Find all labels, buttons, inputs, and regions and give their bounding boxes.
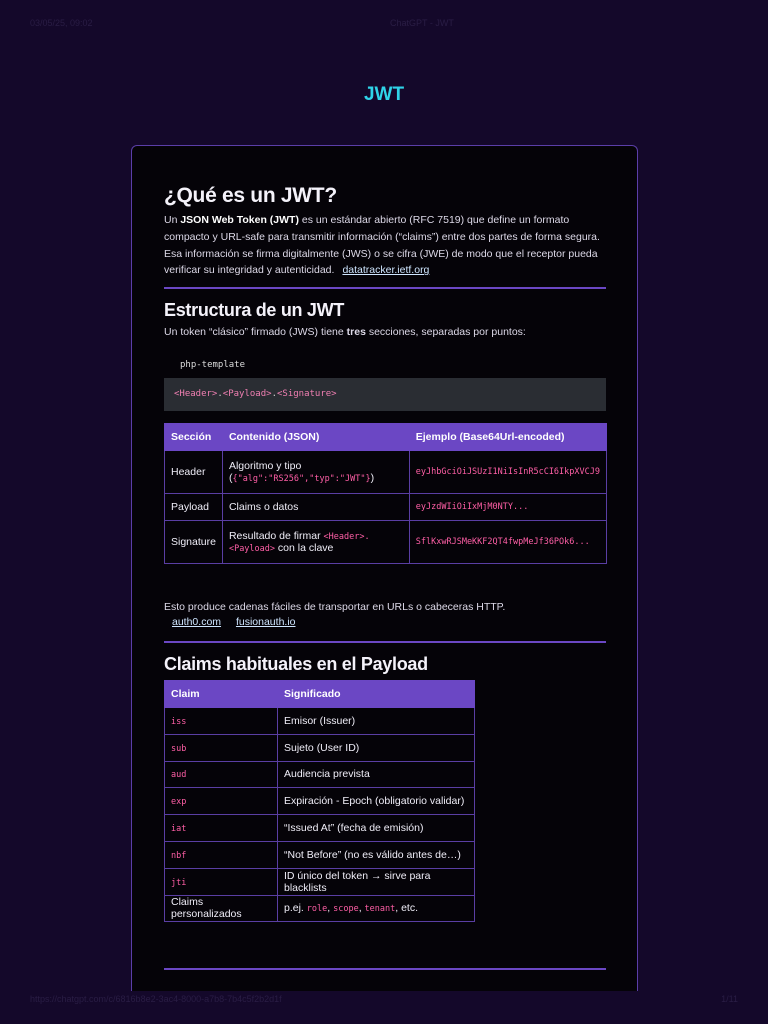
- divider: [164, 968, 606, 970]
- link-fusionauth[interactable]: fusionauth.io: [235, 616, 296, 628]
- cell-meaning: Audiencia prevista: [278, 761, 475, 788]
- inline-code: nbf: [171, 850, 187, 861]
- paragraph-structure: [164, 326, 606, 338]
- cell-meaning: p.ej. role, scope, tenant, etc.: [278, 895, 475, 922]
- table-row: [165, 494, 607, 521]
- inline-code: <Payload>: [228, 544, 276, 554]
- text: Algoritmo y tipo (: [228, 460, 302, 484]
- code-token: <Signature>: [276, 389, 337, 399]
- cell-content: [222, 451, 409, 494]
- cell-claim: [165, 841, 278, 868]
- page-number: 1/11: [721, 994, 738, 1004]
- text: secciones, separadas por puntos:: [365, 326, 526, 338]
- table-row: [165, 815, 475, 842]
- text: con la clave: [275, 542, 334, 554]
- cell-claim: [165, 815, 278, 842]
- cell-example: eyJzdWIiOiIxMjM0NTY...: [409, 494, 606, 521]
- table-row: [165, 708, 475, 735]
- table-row: [165, 895, 475, 922]
- cell-meaning: Emisor (Issuer): [278, 708, 475, 735]
- cell-meaning: ID único del token → sirve para blacklists: [278, 868, 475, 895]
- column-header: Contenido (JSON): [222, 424, 409, 451]
- print-url: https://chatgpt.com/c/6816b8e2-3ac4-8000-a7b8-7b4c5f2b2d1f: [30, 994, 282, 1004]
- cell-meaning: Sujeto (User ID): [278, 734, 475, 761]
- code-language-label: php-template: [180, 360, 246, 370]
- inline-code: tenant: [364, 904, 396, 915]
- inline-code: sub: [171, 743, 187, 754]
- inline-code: aud: [171, 770, 187, 781]
- text: p.ej.: [284, 902, 307, 915]
- content-card: [131, 145, 638, 991]
- cell-meaning: Expiración - Epoch (obligatorio validar): [278, 788, 475, 815]
- bold-term: JSON Web Token (JWT): [180, 214, 299, 226]
- inline-code: exp: [171, 797, 187, 808]
- link-auth0[interactable]: auth0.com: [172, 616, 222, 628]
- inline-code: role: [306, 904, 328, 915]
- inline-code: <Header>.: [323, 532, 370, 542]
- source-links: [172, 616, 308, 628]
- inline-code: {"alg":"RS256","typ":"JWT"}: [232, 474, 371, 484]
- structure-table: [164, 423, 607, 564]
- bold-term: tres: [346, 326, 366, 338]
- inline-code: jti: [171, 877, 187, 888]
- paragraph-after-table: Esto produce cadenas fáciles de transportar en URLs o cabeceras HTTP.: [164, 601, 506, 613]
- cell-section: Payload: [165, 494, 223, 521]
- cell-claim: [165, 761, 278, 788]
- code-block[interactable]: [164, 378, 606, 411]
- text: Un token “clásico” firmado (JWS) tiene: [164, 326, 347, 338]
- code-dot: .: [217, 389, 223, 399]
- text: Un: [164, 214, 181, 226]
- table-header-row: [165, 424, 607, 451]
- heading-claims: Claims habituales en el Payload: [164, 654, 428, 674]
- text: , etc.: [395, 902, 419, 915]
- print-footer: [0, 994, 768, 1008]
- table-row: [165, 788, 475, 815]
- table-row: [165, 868, 475, 895]
- cell-claim: [165, 868, 278, 895]
- heading-what-is-jwt: ¿Qué es un JWT?: [164, 184, 337, 207]
- cell-claim: Claims personalizados: [165, 895, 278, 922]
- heading-structure: Estructura de un JWT: [164, 300, 345, 320]
- print-date: 03/05/25, 09:02: [30, 18, 93, 28]
- table-header-row: [165, 681, 475, 708]
- column-header: Significado: [278, 681, 475, 708]
- cell-section: Header: [165, 451, 223, 494]
- table-row: [165, 451, 607, 494]
- link-datatracker[interactable]: datatracker.ietf.org: [342, 264, 430, 277]
- cell-content: Claims o datos: [222, 494, 409, 521]
- cell-claim: [165, 788, 278, 815]
- table-row: [165, 734, 475, 761]
- text: ): [370, 472, 375, 484]
- claims-table: [164, 680, 475, 922]
- paragraph-what-is-jwt: [164, 212, 606, 279]
- table-row: [165, 761, 475, 788]
- table-row: [165, 841, 475, 868]
- code-token: <Payload>: [222, 389, 272, 399]
- cell-example: eyJhbGciOiJSUzI1NiIsInR5cCI6IkpXVCJ9: [409, 451, 606, 494]
- divider: [164, 641, 606, 643]
- cell-meaning: “Issued At” (fecha de emisión): [278, 815, 475, 842]
- cell-example: SflKxwRJSMeKKF2QT4fwpMeJf36POk6...: [409, 521, 606, 564]
- cell-meaning: “Not Before” (no es válido antes de…): [278, 841, 475, 868]
- print-title: ChatGPT - JWT: [390, 18, 454, 28]
- cell-claim: [165, 708, 278, 735]
- column-header: Claim: [165, 681, 278, 708]
- column-header: Ejemplo (Base64Url-encoded): [409, 424, 606, 451]
- code-dot: .: [271, 389, 277, 399]
- divider: [164, 287, 606, 289]
- cell-section: Signature: [165, 521, 223, 564]
- print-header: [0, 18, 768, 32]
- inline-code: iss: [171, 716, 187, 727]
- cell-content: [222, 521, 409, 564]
- cell-claim: [165, 734, 278, 761]
- text: es un estándar abierto (RFC 7519) que define un formato compacto y URL-safe para transmitir información (“claims”) entre dos partes de forma segura. Esa información se firma digitalmente (JWS) o se cifra (JWE) de modo que el receptor pueda verificar su integridad y autenticidad.: [164, 214, 600, 277]
- text: Resultado de firmar: [228, 530, 324, 542]
- page-title: JWT: [363, 84, 405, 105]
- table-row: [165, 521, 607, 564]
- code-token: <Header>: [174, 389, 218, 399]
- inline-code: scope: [333, 904, 359, 915]
- column-header: Sección: [165, 424, 223, 451]
- inline-code: iat: [171, 824, 187, 835]
